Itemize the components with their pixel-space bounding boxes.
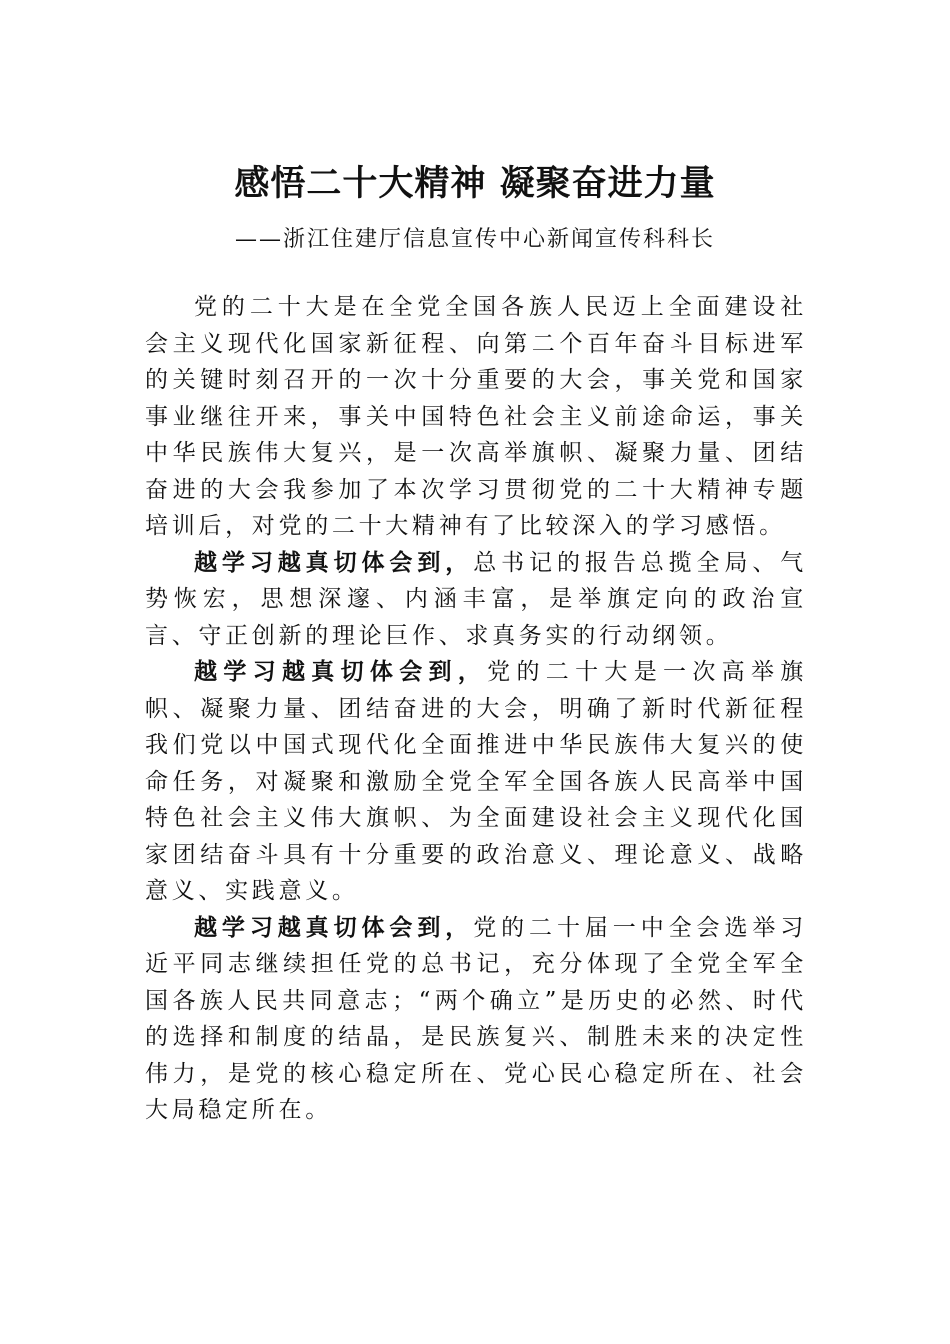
document-body <box>145 289 807 1129</box>
paragraph-text: 总书记的报告总揽全局、气势恢宏，思想深邃、内涵丰富，是举旗定向的政治宣言、守正创新的理论巨作、求真务实的行动纲领。 <box>145 549 807 649</box>
paragraph-lead: 越学习越真切体会到， <box>194 548 474 576</box>
paragraph-text: 党的二十大是在全党全国各族人民迈上全面建设社会主义现代化国家新征程、向第二个百年奋斗目标进军的关键时刻召开的一次十分重要的大会，事关党和国家事业继往开来，事关中国特色社会主义前途命运，事关中华民族伟大复兴，是一次高举旗帜、凝聚力量、团结奋进的大会我参加了本次学习贯彻党的二十大精神专题培训后，对党的二十大精神有了比较深入的学习感悟。 <box>145 294 807 539</box>
document-subtitle: ——浙江住建厅信息宣传中心新闻宣传科科长 <box>234 227 715 252</box>
paragraph-congress <box>145 654 807 910</box>
paragraph-text: 党的二十大是一次高举旗帜、凝聚力量、团结奋进的大会，明确了新时代新征程我们党以中国式现代化全面推进中华民族伟大复兴的使命任务，对凝聚和激励全党全军全国各族人民高举中国特色社会主义伟大旗帜、为全面建设社会主义现代化国家团结奋斗具有十分重要的政治意义、理论意义、战略意义、实践意义。 <box>145 659 808 904</box>
paragraph-report <box>145 545 807 655</box>
paragraph-intro <box>145 289 807 545</box>
paragraph-lead: 越学习越真切体会到， <box>194 913 474 941</box>
document-title: 感悟二十大精神 凝聚奋进力量 <box>234 163 716 204</box>
paragraph-lead: 越学习越真切体会到， <box>194 658 488 685</box>
paragraph-text: 党的二十届一中全会选举习近平同志继续担任党的总书记，充分体现了全党全军全国各族人民共同意志；“两个确立”是历史的必然、时代的选择和制度的结晶，是民族复兴、制胜未来的决定性伟力，是党的核心稳定所在、党心民心稳定所在、社会大局稳定所在。 <box>145 914 807 1123</box>
paragraph-plenary <box>145 910 807 1129</box>
